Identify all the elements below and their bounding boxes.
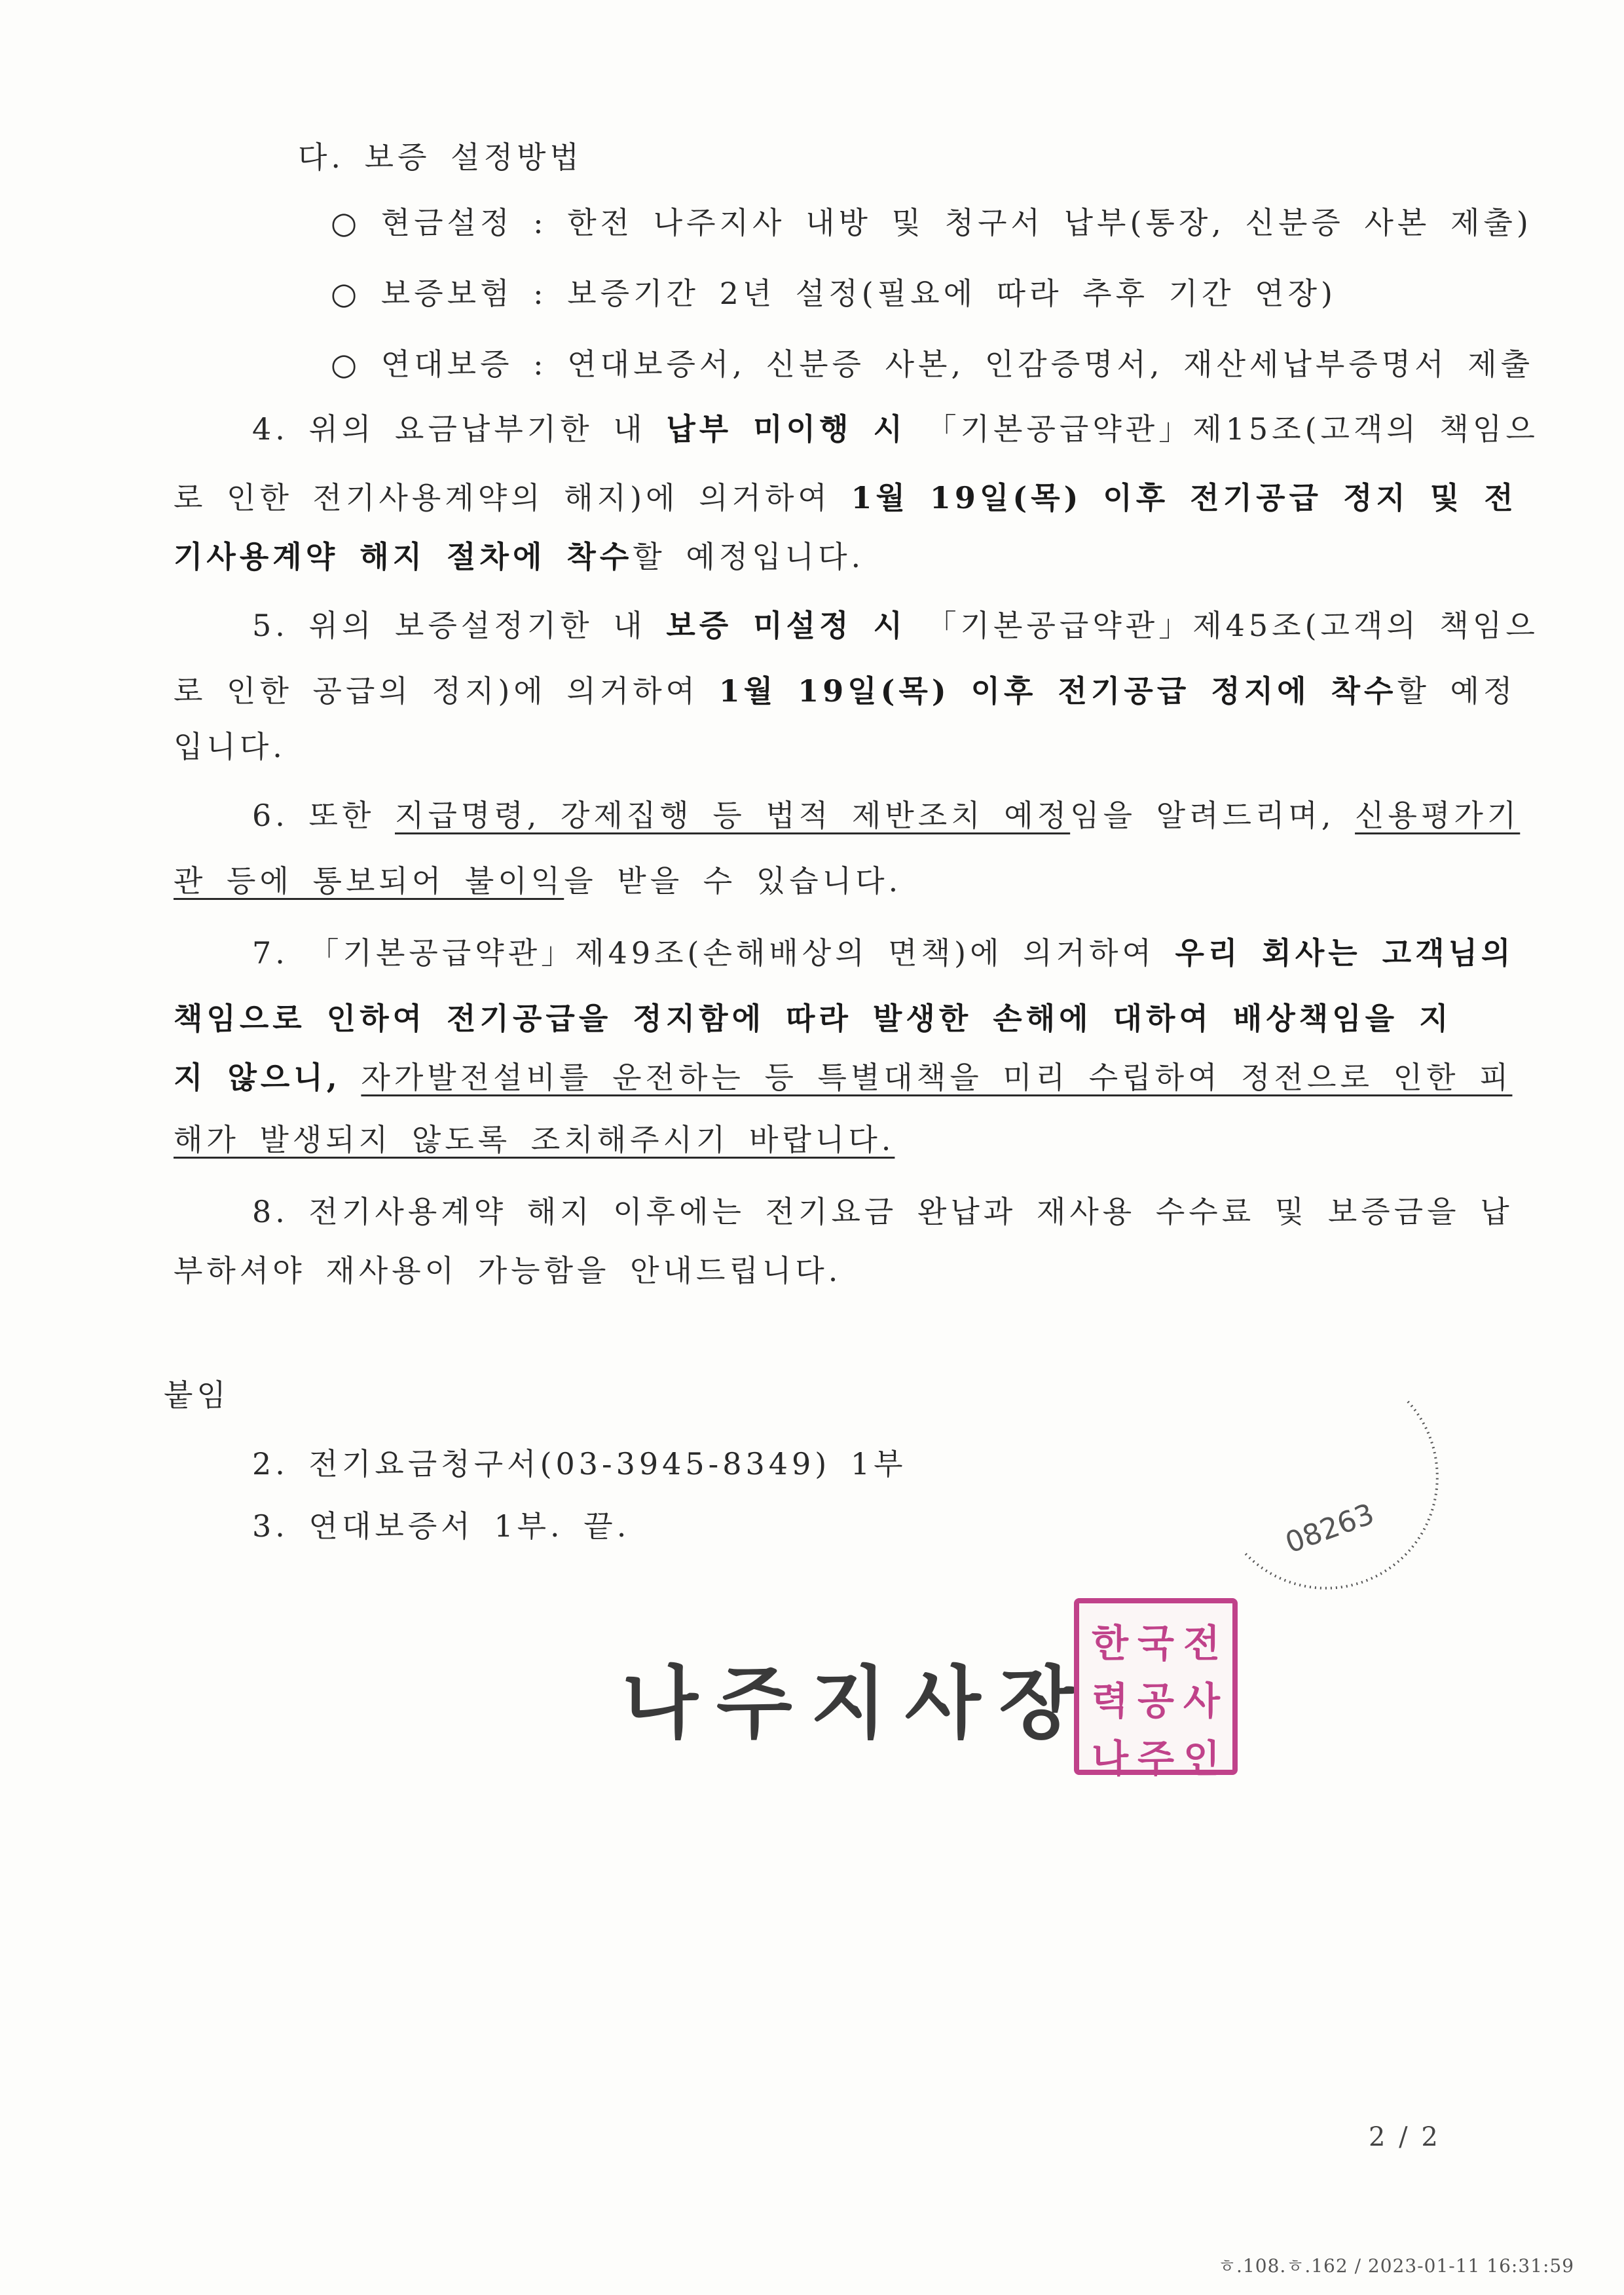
p6-line1: 6. 또한 지급명령, 강제집행 등 법적 제반조치 예정임을 알려드리며, 신용평가기 bbox=[252, 798, 1521, 833]
seal-char: 공 bbox=[1137, 1679, 1175, 1723]
p5-line2: 로 인한 공급의 정지)에 의거하여 1월 19일(목) 이후 전기공급 정지에 착수할 예정 bbox=[174, 673, 1517, 709]
attachment-item: 2. 전기요금청구서(03-3945-8349) 1부 bbox=[252, 1446, 907, 1482]
seal-char: 력 bbox=[1091, 1679, 1129, 1723]
bullet-cash: ○ 현금설정 : 한전 나주지사 내방 및 청구서 납부(통장, 신분증 사본 제출) bbox=[331, 205, 1532, 240]
received-stamp bbox=[1231, 1389, 1441, 1598]
seal-char: 사 bbox=[1183, 1679, 1221, 1723]
page-number: 2 / 2 bbox=[1369, 2122, 1441, 2152]
print-timestamp: ㅎ.108.ㅎ.162 / 2023-01-11 16:31:59 bbox=[1218, 2255, 1575, 2277]
p5-line3: 입니다. bbox=[174, 729, 286, 764]
p8-line1: 8. 전기사용계약 해지 이후에는 전기요금 완납과 재사용 수수료 및 보증금을 납 bbox=[252, 1194, 1513, 1229]
p7-line3: 지 않으니, 자가발전설비를 운전하는 등 특별대책을 미리 수립하여 정전으로 인한 피 bbox=[174, 1060, 1513, 1095]
bullet-joint-guarantee: ○ 연대보증 : 연대보증서, 신분증 사본, 인감증명서, 재산세납부증명서 제출 bbox=[331, 346, 1534, 382]
seal-char: 국 bbox=[1137, 1621, 1175, 1666]
p4-line3: 기사용계약 해지 절차에 착수할 예정입니다. bbox=[174, 539, 865, 574]
p7-line2: 책임으로 인하여 전기공급을 정지함에 따라 발생한 손해에 대하여 배상책임을 지 bbox=[174, 1001, 1452, 1036]
official-seal bbox=[1074, 1598, 1238, 1781]
seal-char: 주 bbox=[1137, 1736, 1175, 1781]
seal-char: 나 bbox=[1091, 1736, 1129, 1781]
p7-line1: 7. 「기본공급약관」제49조(손해배상의 면책)에 의거하여 우리 회사는 고객님의 bbox=[252, 935, 1515, 971]
stamp-arc bbox=[1244, 1402, 1437, 1588]
p4-line1: 4. 위의 요금납부기한 내 납부 미이행 시 「기본공급약관」제15조(고객의 책임으 bbox=[252, 411, 1539, 447]
stamp-number: 08263 bbox=[1281, 1497, 1379, 1560]
seal-char: 한 bbox=[1091, 1621, 1129, 1666]
p4-line2: 로 인한 전기사용계약의 해지)에 의거하여 1월 19일(목) 이후 전기공급 정지 및 전 bbox=[174, 480, 1517, 515]
p7-line4: 해가 발생되지 않도록 조치해주시기 바랍니다. bbox=[174, 1122, 895, 1157]
seal-char: 전 bbox=[1183, 1621, 1221, 1666]
attachments-label: 붙임 bbox=[164, 1377, 230, 1413]
signature-title: 나주지사장 bbox=[622, 1657, 1094, 1749]
p8-line2: 부하셔야 재사용이 가능함을 안내드립니다. bbox=[174, 1253, 842, 1288]
seal-char: 인 bbox=[1183, 1736, 1221, 1781]
p5-line1: 5. 위의 보증설정기한 내 보증 미설정 시 「기본공급약관」제45조(고객의 책임으 bbox=[252, 608, 1539, 643]
section-heading: 다. 보증 설정방법 bbox=[298, 140, 583, 175]
bullet-insurance: ○ 보증보험 : 보증기간 2년 설정(필요에 따라 추후 기간 연장) bbox=[331, 276, 1337, 311]
p6-line2: 관 등에 통보되어 불이익을 받을 수 있습니다. bbox=[174, 863, 902, 899]
attachment-item: 3. 연대보증서 1부. 끝. bbox=[252, 1508, 631, 1544]
